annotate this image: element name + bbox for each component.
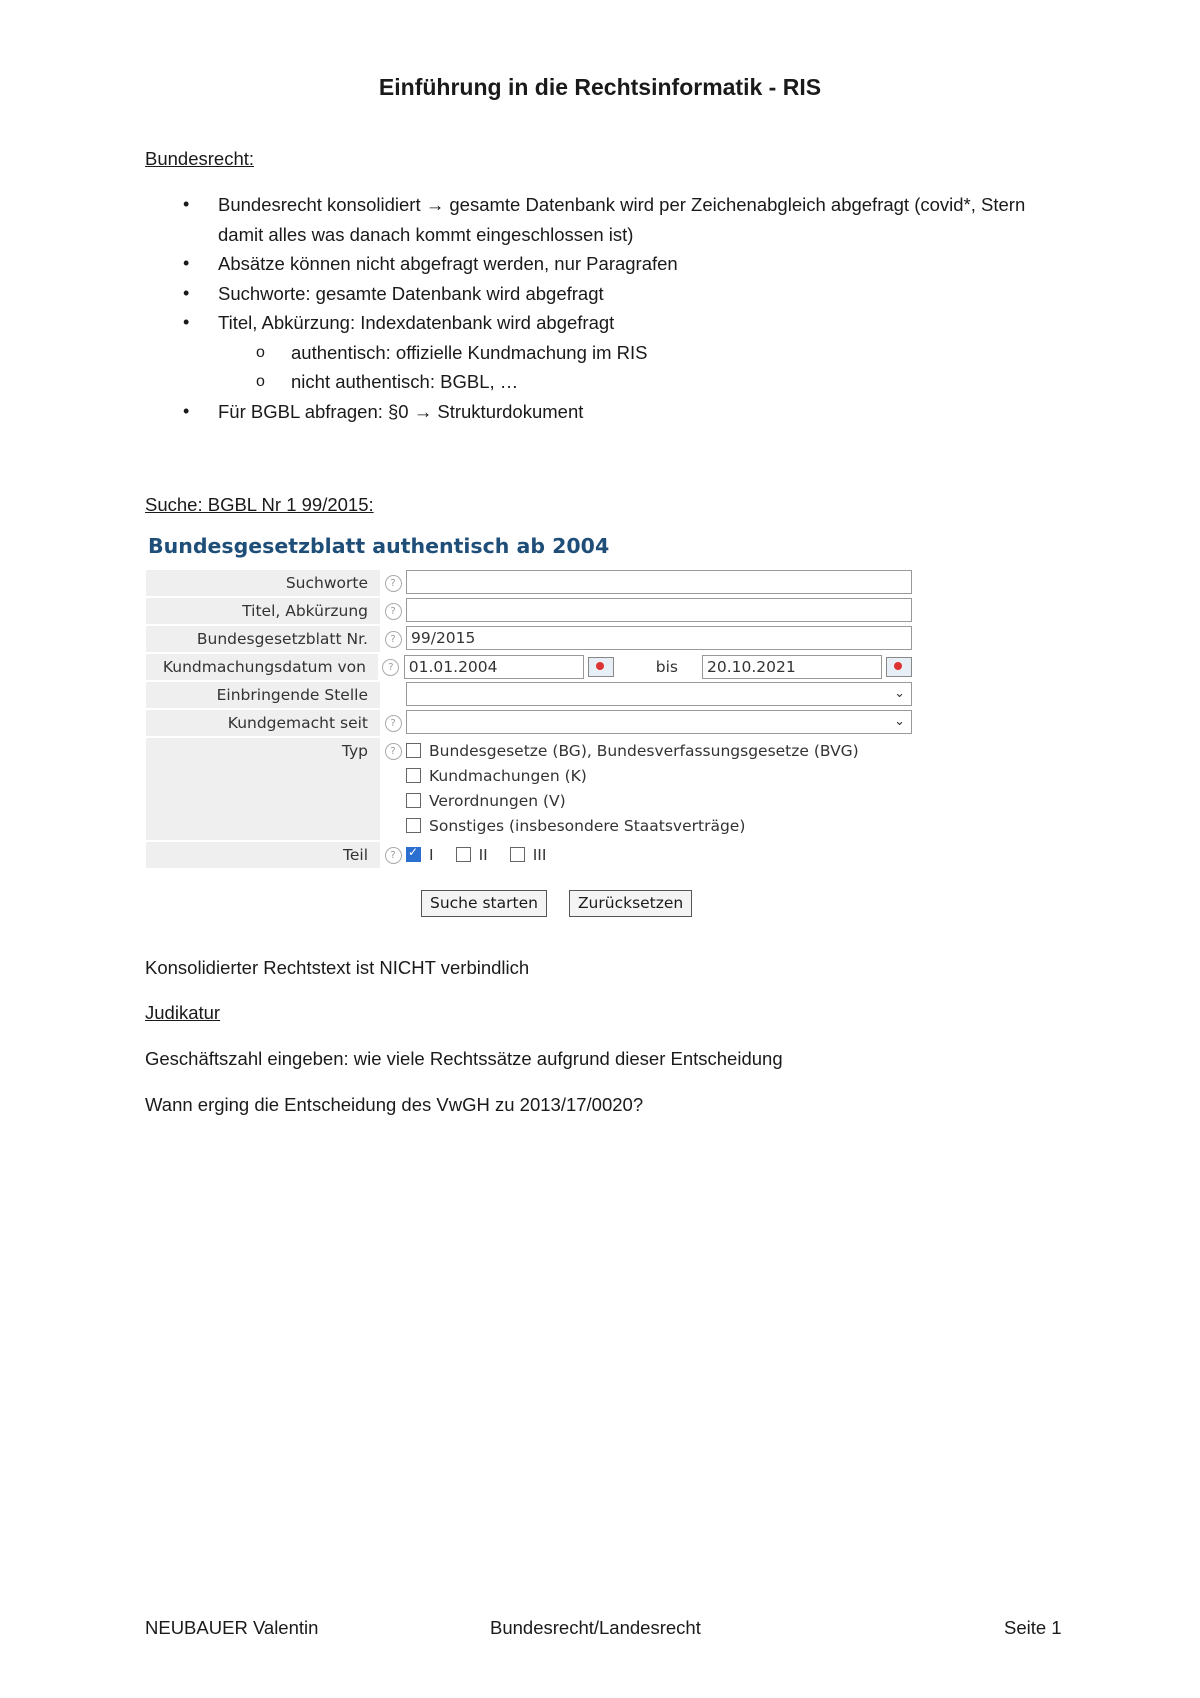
- search-button[interactable]: Suche starten: [421, 890, 547, 917]
- footer-page-number: Seite 1: [1004, 1617, 1062, 1638]
- field-label: Bundesgesetzblatt Nr.: [146, 626, 380, 652]
- sub-bullet-text: authentisch: offizielle Kundmachung im RIS: [291, 341, 648, 363]
- form-row-titel: [146, 598, 912, 624]
- arrow-icon: →: [413, 400, 433, 422]
- sub-bullet-text: nicht authentisch: BGBL, …: [291, 371, 519, 392]
- field-label: Kundmachungsdatum von: [146, 654, 378, 680]
- checkbox[interactable]: [406, 743, 421, 758]
- reset-button[interactable]: Zurücksetzen: [569, 890, 692, 917]
- help-icon[interactable]: ?: [380, 626, 406, 652]
- help-icon[interactable]: ?: [380, 738, 406, 840]
- suchworte-input[interactable]: [406, 570, 912, 594]
- bullet-text: Für BGBL abfragen: §0: [218, 400, 414, 422]
- calendar-icon[interactable]: [886, 657, 912, 677]
- form-buttons: [421, 890, 692, 917]
- paragraph: Wann erging die Entscheidung des VwGH zu 2013/17/0020?: [145, 1094, 644, 1115]
- field-label: Einbringende Stelle: [146, 682, 380, 708]
- bullet-text: Bundesrecht konsolidiert: [218, 194, 426, 215]
- ris-search-form: [146, 570, 912, 870]
- footer-center: Bundesrecht/Landesrecht: [490, 1617, 701, 1638]
- help-icon[interactable]: ?: [380, 710, 406, 736]
- list-item: [145, 190, 1075, 249]
- checkbox[interactable]: [406, 793, 421, 808]
- page-title: Einführung in die Rechtsinformatik - RIS: [378, 74, 822, 100]
- checkbox-teil-1[interactable]: [406, 847, 421, 862]
- list-item: [145, 308, 1075, 338]
- stelle-select[interactable]: [406, 682, 912, 706]
- field-label: Kundgemacht seit: [146, 710, 380, 736]
- bullet-list: [145, 190, 1075, 426]
- form-row-stelle: [146, 682, 912, 708]
- help-icon[interactable]: ?: [380, 598, 406, 624]
- footer-author: NEUBAUER Valentin: [145, 1617, 319, 1638]
- form-row-datum: [146, 654, 912, 680]
- list-item: [145, 249, 1075, 279]
- bullet-text: Titel, Abkürzung: Indexdatenbank wird abgefragt: [218, 312, 615, 333]
- sub-list-item: [145, 367, 1075, 397]
- bullet-icon: •: [183, 282, 190, 303]
- seit-select[interactable]: [406, 710, 912, 734]
- typ-option[interactable]: Sonstiges (insbesondere Staatsverträge): [406, 813, 912, 838]
- checkbox-teil-3[interactable]: [510, 847, 525, 862]
- titel-input[interactable]: [406, 598, 912, 622]
- bgbl-nr-input[interactable]: 99/2015: [406, 626, 912, 650]
- typ-option[interactable]: Verordnungen (V): [406, 788, 912, 813]
- bullet-icon: •: [183, 253, 190, 273]
- typ-option[interactable]: Bundesgesetze (BG), Bundesverfassungsgesetze (BVG): [406, 738, 912, 763]
- form-row-bgbl-nr: [146, 626, 912, 652]
- bullet-text: Strukturdokument: [432, 400, 584, 422]
- sub-bullet-marker: o: [256, 373, 265, 390]
- bullet-text: Suchworte: gesamte Datenbank wird abgefragt: [218, 282, 604, 304]
- chevron-down-icon: ⌄: [894, 714, 905, 729]
- list-item: [145, 279, 1075, 309]
- field-label: Titel, Abkürzung: [146, 598, 380, 624]
- calendar-icon[interactable]: [588, 657, 614, 677]
- typ-option[interactable]: Kundmachungen (K): [406, 763, 912, 788]
- bullet-icon: •: [183, 312, 190, 332]
- form-row-suchworte: [146, 570, 912, 596]
- section-heading-bundesrecht: Bundesrecht:: [145, 148, 255, 169]
- section-heading-suche: Suche: BGBL Nr 1 99/2015:: [145, 494, 374, 515]
- paragraph: Geschäftszahl eingeben: wie viele Rechtssätze aufgrund dieser Entscheidung: [145, 1048, 783, 1069]
- checkbox-teil-2[interactable]: [456, 847, 471, 862]
- checkbox[interactable]: [406, 818, 421, 833]
- sub-list-item: [145, 338, 1075, 368]
- arrow-icon: →: [425, 194, 445, 215]
- help-icon[interactable]: ?: [378, 654, 404, 680]
- bullet-icon: •: [183, 400, 190, 421]
- paragraph: Konsolidierter Rechtstext ist NICHT verbindlich: [145, 957, 530, 978]
- checkbox[interactable]: [406, 768, 421, 783]
- list-item: [145, 397, 1075, 427]
- bullet-text: gesamte Datenbank wird per Zeichenabgleich abgefragt (covid*, Stern damit alles was danach kommt eingeschlossen ist): [218, 194, 1026, 245]
- datum-von-input[interactable]: 01.01.2004: [404, 655, 584, 679]
- form-row-teil: Teil ? ✓ I II III: [146, 842, 912, 868]
- chevron-down-icon: ⌄: [894, 686, 905, 701]
- field-label: Typ: [146, 738, 380, 840]
- bullet-text: Absätze können nicht abgefragt werden, nur Paragrafen: [218, 253, 678, 274]
- field-label: Teil: [146, 842, 380, 868]
- help-icon[interactable]: ?: [380, 842, 406, 868]
- field-label: Suchworte: [146, 570, 380, 596]
- bis-label: bis: [655, 658, 678, 676]
- help-icon[interactable]: ?: [380, 570, 406, 596]
- section-heading-judikatur: Judikatur: [145, 1002, 221, 1023]
- ris-form-title: Bundesgesetzblatt authentisch ab 2004: [148, 534, 610, 558]
- sub-bullet-marker: o: [256, 343, 265, 361]
- form-row-seit: [146, 710, 912, 736]
- form-row-typ: [146, 738, 912, 840]
- datum-bis-input[interactable]: 20.10.2021: [702, 655, 882, 679]
- bullet-icon: •: [183, 194, 190, 214]
